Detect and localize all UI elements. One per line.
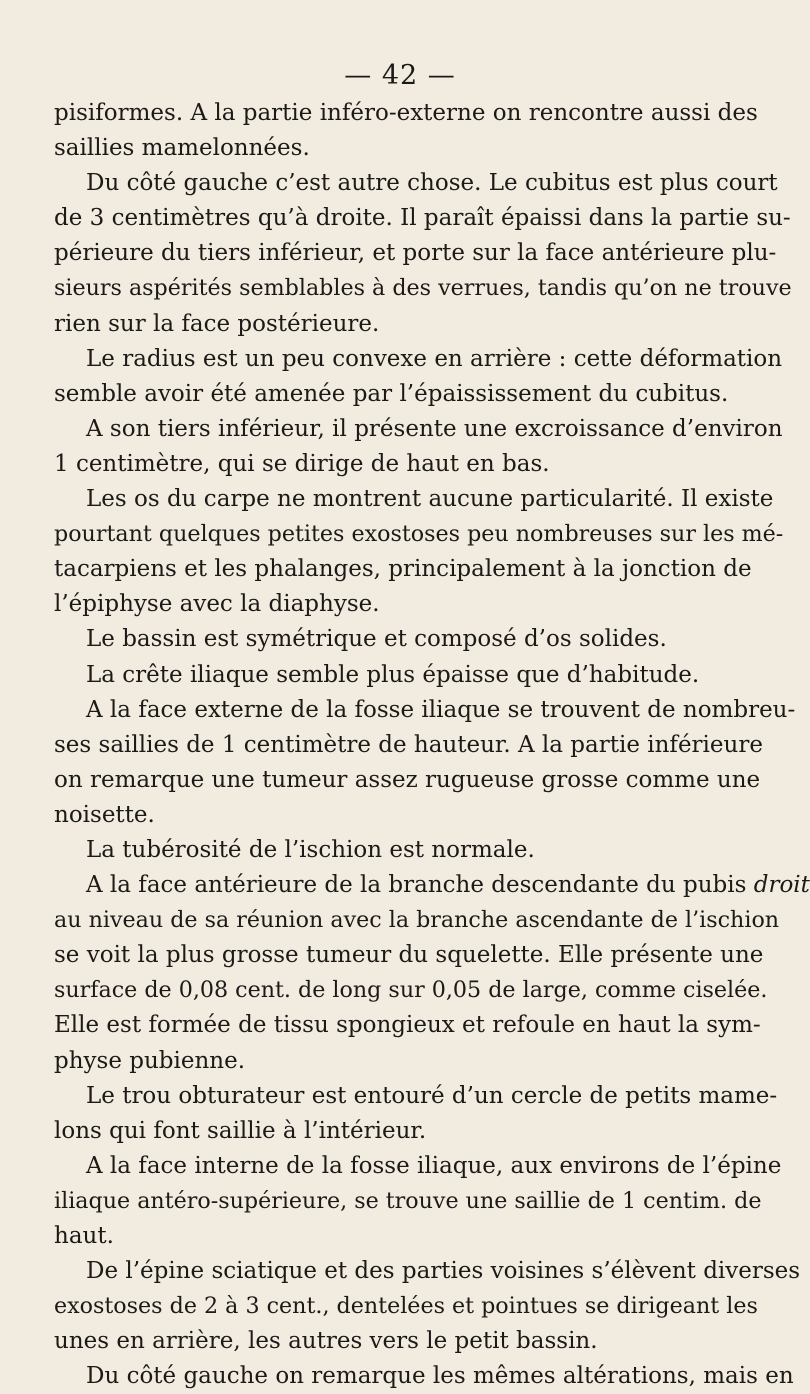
text-line: Les os du carpe ne montrent aucune particularité. Il existe <box>86 486 774 513</box>
text-line: unes en arrière, les autres vers le petit bassin. <box>54 1328 598 1355</box>
body-text <box>54 96 810 1394</box>
text-line: périeure du tiers inférieur, et porte sur la face antérieure plu- <box>54 240 777 267</box>
text-line: lons qui font saillie à l’intérieur. <box>54 1117 427 1144</box>
text-line: ses saillies de 1 centimètre de hauteur. A la partie inférieure <box>54 731 763 758</box>
text-line: Le radius est un peu convexe en arrière : cette déformation <box>86 345 783 372</box>
text-line: Du côté gauche c’est autre chose. Le cubitus est plus court <box>86 170 778 197</box>
text-line: haut. <box>54 1223 114 1249</box>
text-line: sieurs aspérités semblables à des verrues, tandis qu’on ne trouve <box>54 275 792 302</box>
text-line: A la face interne de la fosse iliaque, aux environs de l’épine <box>86 1152 782 1179</box>
text-fragment: A la face antérieure de la branche descendante du pubis <box>86 872 747 899</box>
text-line: surface de 0,08 cent. de long sur 0,05 de large, comme ciselée. <box>54 977 768 1004</box>
text-line <box>54 868 810 903</box>
text-line: se voit la plus grosse tumeur du squelette. Elle présente une <box>54 942 764 969</box>
text-line: Le bassin est symétrique et composé d’os solides. <box>86 626 667 653</box>
text-line: semble avoir été amenée par l’épaississement du cubitus. <box>54 380 729 407</box>
text-line: saillies mamelonnées. <box>54 135 310 162</box>
text-line: de 3 centimètres qu’à droite. Il paraît épaissi dans la partie su- <box>54 205 791 232</box>
text-line: tacarpiens et les phalanges, principalement à la jonction de <box>54 556 752 583</box>
text-line: Le trou obturateur est entouré d’un cercle de petits mame- <box>86 1082 778 1109</box>
text-line: physe pubienne. <box>54 1047 246 1074</box>
text-line: iliaque antéro-supérieure, se trouve une saillie de 1 centim. de <box>54 1187 762 1214</box>
page-number: — 42 — <box>344 60 456 91</box>
text-line: pisiformes. A la partie inféro-externe on rencontre aussi des <box>54 100 758 126</box>
text-line: A la face externe de la fosse iliaque se trouvent de nombreu- <box>86 696 796 723</box>
text-line: 1 centimètre, qui se dirige de haut en bas. <box>54 450 550 477</box>
text-line: Elle est formée de tissu spongieux et refoule en haut la sym- <box>54 1012 761 1039</box>
text-line: La tubérosité de l’ischion est normale. <box>86 836 535 863</box>
text-line: au niveau de sa réunion avec la branche ascendante de l’ischion <box>54 907 780 934</box>
text-line: pourtant quelques petites exostoses peu nombreuses sur les mé- <box>54 521 784 548</box>
text-line: noisette. <box>54 801 155 828</box>
text-line: on remarque une tumeur assez rugueuse grosse comme une <box>54 766 761 793</box>
text-line: l’épiphyse avec la diaphyse. <box>54 591 380 618</box>
text-line: La crête iliaque semble plus épaisse que d’habitude. <box>86 661 700 688</box>
text-line: Du côté gauche on remarque les mêmes altérations, mais en <box>86 1363 794 1390</box>
text-line: De l’épine sciatique et des parties voisines s’élèvent diverses <box>86 1258 801 1285</box>
text-line: A son tiers inférieur, il présente une excroissance d’environ <box>86 415 783 442</box>
italic-word: droit <box>753 872 810 899</box>
text-line: exostoses de 2 à 3 cent., dentelées et pointues se dirigeant les <box>54 1293 758 1320</box>
text-line: rien sur la face postérieure. <box>54 310 380 337</box>
